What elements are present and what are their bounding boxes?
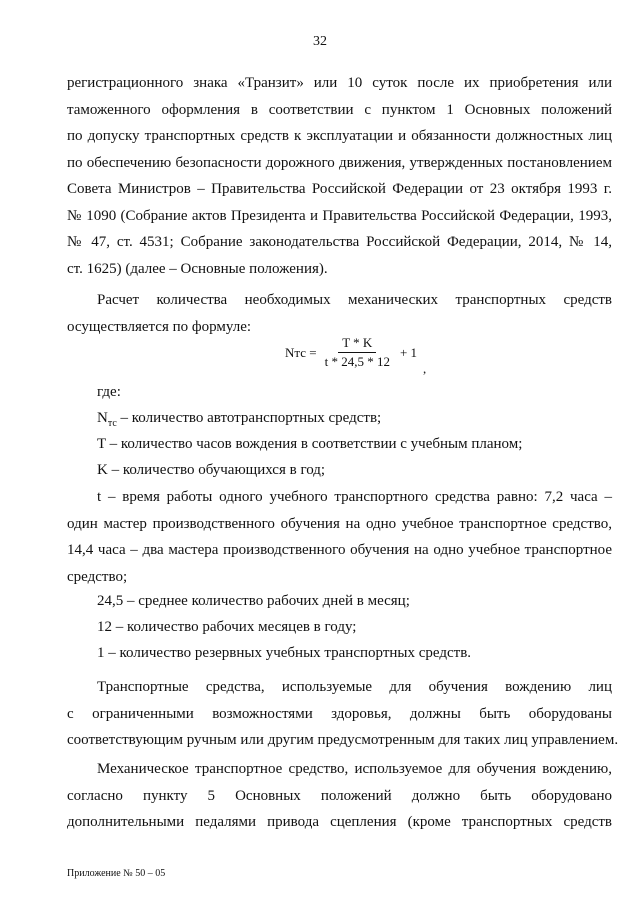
text-line: с ограниченными возможностями здоровья, должны быть оборудованы — [67, 705, 612, 722]
text-line: Транспортные средства, используемые для обучения вождению лиц — [97, 679, 612, 695]
text-line: средство; — [67, 568, 128, 585]
text-line: № 47, ст. 4531; Собрание законодательства Российской Федерации, 2014, № 14, — [67, 234, 612, 250]
ntc-description: – количество автотранспортных средств; — [116, 410, 382, 426]
paragraph-calculation — [67, 287, 612, 340]
definition-k: K – количество обучающихся в год; — [97, 462, 326, 478]
text-line: согласно пункту 5 Основных положений должно быть оборудовано — [67, 787, 612, 804]
definition-t-hours: T – количество часов вождения в соответствии с учебным планом; — [97, 436, 523, 452]
page-number: 32 — [313, 34, 327, 49]
text-line: один мастер производственного обучения на одно учебное транспортное средство, — [67, 515, 612, 532]
formula-fraction — [321, 335, 394, 370]
text-line: Расчет количества необходимых механических транспортных средств — [97, 292, 612, 308]
footer-annex-number: Приложение № 50 – 05 — [67, 868, 166, 879]
definition-reserve: 1 – количество резервных учебных транспортных средств. — [97, 645, 472, 661]
text-line: дополнительными педалями привода сцепления (кроме транспортных средств — [67, 814, 612, 830]
ntc-subscript: тс — [107, 418, 117, 429]
text-line: 14,4 часа – два мастера производственного обучения на одно учебное транспортное — [67, 542, 612, 558]
text-line: ст. 1625) (далее – Основные положения). — [67, 260, 328, 277]
text-line: регистрационного знака «Транзит» или 10 суток после их приобретения или — [67, 75, 612, 91]
text-line: Механическое транспортное средство, используемое для обучения вождению, — [97, 761, 612, 777]
ntc-symbol: N — [97, 410, 108, 426]
definition-days: 24,5 – среднее количество рабочих дней в месяц; — [97, 593, 410, 609]
text-line: соответствующим ручным или другим предусмотренным для таких лиц управлением. — [67, 732, 619, 748]
text-line: № 1090 (Собрание актов Президента и Правительства Российской Федерации, 1993, — [67, 207, 612, 224]
definition-months: 12 – количество рабочих месяцев в году; — [97, 619, 357, 635]
paragraph-disabled-persons — [67, 674, 619, 754]
formula-denominator: t * 24,5 * 12 — [324, 354, 390, 369]
paragraph-mechanical-vehicle — [67, 756, 612, 836]
paragraph-t-time — [67, 484, 612, 590]
text-line: по обеспечению безопасности дорожного движения, утвержденных постановлением — [67, 154, 612, 171]
formula-plus-one: + 1 — [399, 344, 418, 360]
definition-ntc — [97, 410, 381, 429]
text-line: таможенного оформления в соответствии с пунктом 1 Основных положений — [67, 101, 612, 118]
formula-numerator: T * K — [338, 335, 376, 353]
paragraph-registration — [67, 70, 612, 282]
text-line: t – время работы одного учебного транспортного средства равно: 7,2 часа – — [97, 489, 612, 505]
text-line: Совета Министров – Правительства Российской Федерации от 23 октября 1993 г. — [67, 181, 612, 197]
formula — [285, 335, 427, 376]
where-label: где: — [97, 384, 121, 400]
text-line: осуществляется по формуле: — [67, 318, 252, 335]
formula-lhs: Nтс = — [285, 344, 317, 360]
formula-comma: , — [423, 361, 427, 376]
text-line: по допуску транспортных средств к эксплуатации и обязанности должностных лиц — [67, 128, 612, 144]
